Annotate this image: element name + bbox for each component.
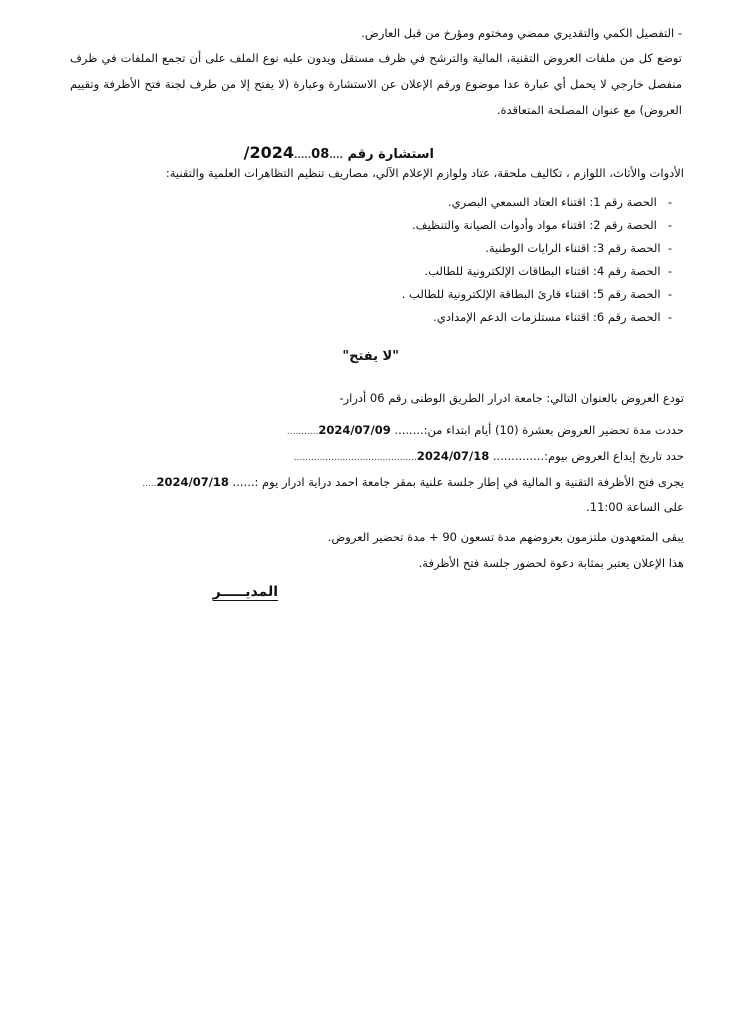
preparation-text: حددت مدة تحضير العروض بعشرة (10) أيام ابتداء من:........ <box>394 423 684 437</box>
consultation-year: 2024/ <box>243 143 295 162</box>
deposit-text: حدد تاريخ إيداع العروض بيوم:.............. <box>492 449 684 463</box>
lot-bullet: - <box>660 241 672 255</box>
title-dots-leading: .... <box>329 151 343 161</box>
deposit-date: 2024/07/18 <box>416 449 490 463</box>
lot-label: الحصة رقم 3: اقتناء الرايات الوطنية. <box>485 241 661 255</box>
lot-label: الحصة رقم 4: اقتناء البطاقات الإلكترونية للطالب. <box>424 264 661 278</box>
lot-bullet: - <box>660 264 672 278</box>
preparation-date: 2024/07/09 <box>318 423 391 437</box>
director-signature: المديـــــر <box>212 584 278 600</box>
deposit-date-line <box>294 448 684 466</box>
lot-label: الحصة رقم 6: اقتناء مستلزمات الدعم الإمدادي. <box>433 310 661 324</box>
opening-date: 2024/07/18 <box>156 475 229 489</box>
preparation-dots: ........... <box>286 427 319 437</box>
lot-item <box>448 194 672 210</box>
do-not-open-label: "لا يفتح" <box>342 349 399 364</box>
invitation-note: هذا الإعلان يعتبر بمثابة دعوة لحضور جلسة فتح الأظرفة. <box>418 556 684 570</box>
consultation-title-prefix: استشارة رقم <box>347 147 434 162</box>
lot-item <box>424 263 672 279</box>
deposit-dots: ........................................... <box>293 453 417 463</box>
deposit-address: تودع العروض بالعنوان التالي: جامعة ادرار الطريق الوطنى رقم 06 أدرار- <box>339 391 684 405</box>
preparation-period <box>287 422 684 440</box>
opening-text: يجرى فتح الأظرفة التقنية و المالية في إطار جلسة علنية بمقر جامعة احمد دراية ادرار يوم :...... <box>232 475 684 489</box>
lot-item <box>412 217 672 233</box>
lot-item <box>485 240 672 256</box>
opening-dots: ..... <box>142 479 157 489</box>
lot-item <box>402 286 672 302</box>
offer-validity: يبقى المتعهدون ملتزمون بعروضهم مدة تسعون 90 + مدة تحضير العروض. <box>327 530 684 544</box>
lot-bullet: - <box>656 218 672 232</box>
consultation-title <box>244 143 434 162</box>
intro-paragraph: توضع كل من ملفات العروض التقنية، المالية والترشح في ظرف مستقل ويدون عليه نوع الملف على أن تجمع الملفات في ظرف منفصل خارجي لا يحمل أي عبارة عدا موضوع ورقم الإعلان عن الاستشارة وعبارة (لا يفتح إلا من طرف لجنة فتح الأظرفة وتقييم العروض) مع عنوان المصلحة المتعاقدة. <box>70 51 682 117</box>
lot-item <box>433 309 672 325</box>
lot-bullet: - <box>656 195 672 209</box>
consultation-number: 08 <box>311 147 330 162</box>
opening-time: على الساعة 11:00. <box>586 500 684 514</box>
intro-bullet-line: - التفصيل الكمي والتقديري ممضي ومختوم ومؤرخ من قبل العارض. <box>361 26 682 40</box>
title-dots-mid: ..... <box>294 151 312 161</box>
lot-label: الحصة رقم 1: اقتناء العتاد السمعي البصري. <box>447 195 657 209</box>
lot-label: الحصة رقم 5: اقتناء قارئ البطاقة الإلكترونية للطالب . <box>401 287 661 301</box>
lot-bullet: - <box>660 287 672 301</box>
lot-bullet: - <box>660 310 672 324</box>
opening-session-line <box>142 474 684 492</box>
consultation-subject: الأدوات والأثاث، اللوازم ، تكاليف ملحقة، عتاد ولوازم الإعلام الآلي، مصاريف تنظيم التظاهرات العلمية والتقنية: <box>165 166 684 180</box>
lot-label: الحصة رقم 2: اقتناء مواد وأدوات الصيانة والتنظيف. <box>412 218 657 232</box>
